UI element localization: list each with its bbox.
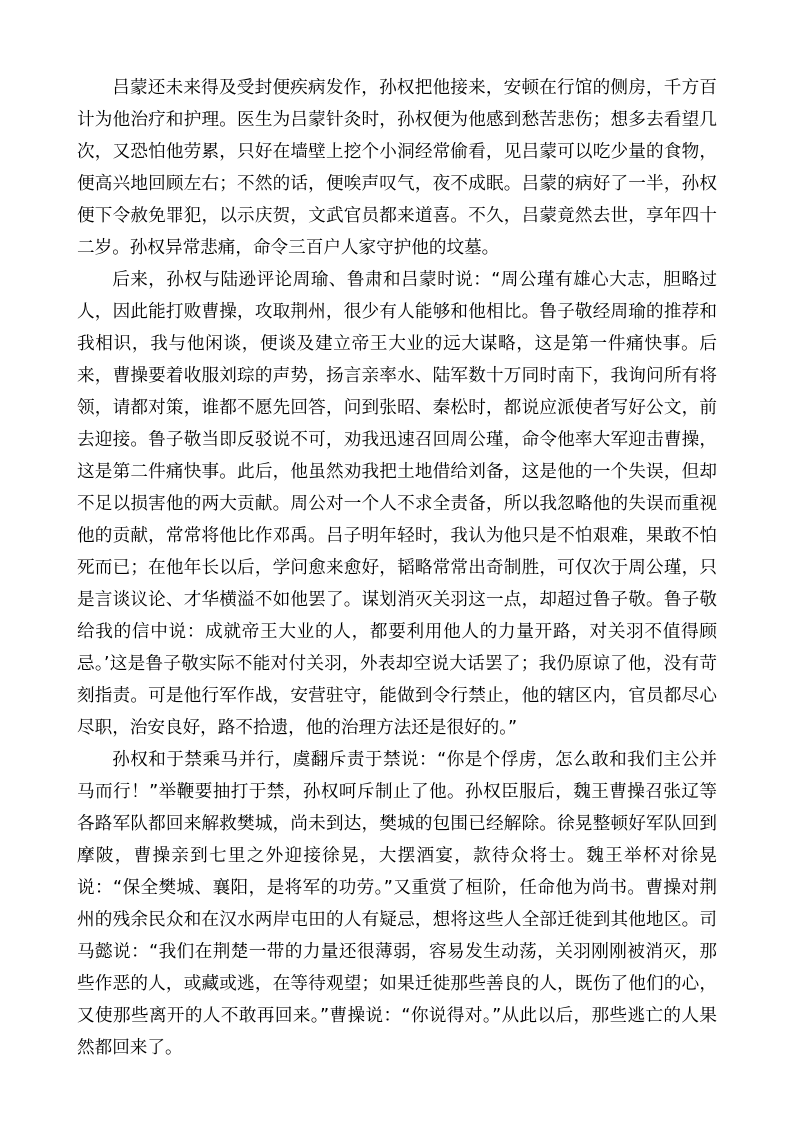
document-page bbox=[77, 72, 717, 1064]
paragraph-lu-meng-illness: 吕蒙还未来得及受封便疾病发作，孙权把他接来，安顿在行馆的侧房，千方百计为他治疗和护理。医生为吕蒙针灸时，孙权便为他感到愁苦悲伤；想多去看望几次，又恐怕他劳累，只好在墙壁上挖个小洞经常偷看，见吕蒙可以吃少量的食物，便高兴地回顾左右；不然的话，便唉声叹气，夜不成眠。吕蒙的病好了一半，孙权便下令赦免罪犯，以示庆贺，文武官员都来道喜。不久，吕蒙竟然去世，享年四十二岁。孙权异常悲痛，命令三百户人家守护他的坟墓。 bbox=[77, 78, 717, 258]
paragraph-yu-jin-and-migration: 孙权和于禁乘马并行，虞翻斥责于禁说：“你是个俘虏，怎么敢和我们主公并马而行！”举鞭要抽打于禁，孙权呵斥制止了他。孙权臣服后，魏王曹操召张辽等各路军队都回来解救樊城，尚未到达，樊城的包围已经解除。徐晃整顿好军队回到摩陂，曹操亲到七里之外迎接徐晃，大摆酒宴，款待众将士。魏王举杯对徐晃说：“保全樊城、襄阳，是将军的功劳。”又重赏了桓阶，任命他为尚书。曹操对荆州的残余民众和在汉水两岸屯田的人有疑忌，想将这些人全部迁徙到其他地区。司马懿说：“我们在荆楚一带的力量还很薄弱，容易发生动荡，关羽刚刚被消灭，那些作恶的人，或藏或逃，在等待观望；如果迁徙那些善良的人，既伤了他们的心，又使那些离开的人不敢再回来。”曹操说：“你说得对。”从此以后，那些逃亡的人果然都回来了。 bbox=[77, 750, 717, 1058]
paragraph-sun-quan-commentary: 后来，孙权与陆逊评论周瑜、鲁肃和吕蒙时说：“周公瑾有雄心大志，胆略过人，因此能打败曹操，攻取荆州，很少有人能够和他相比。鲁子敬经周瑜的推荐和我相识，我与他闲谈，便谈及建立帝王大业的远大谋略，这是第一件痛快事。后来，曹操要着收服刘琮的声势，扬言亲率水、陆军数十万同时南下，我询问所有将领，请都对策，谁都不愿先回答，问到张昭、秦松时，都说应派使者写好公文，前去迎接。鲁子敬当即反驳说不可，劝我迅速召回周公瑾，命令他率大军迎击曹操，这是第二件痛快事。此后，他虽然劝我把土地借给刘备，这是他的一个失误，但却不足以损害他的两大贡献。周公对一个人不求全责备，所以我忽略他的失误而重视他的贡献，常常将他比作邓禹。吕子明年轻时，我认为他只是不怕艰难，果敢不怕死而已；在他年长以后，学问愈来愈好，韬略常常出奇制胜，可仅次于周公瑾，只是言谈议论、才华横溢不如他罢了。谋划消灭关羽这一点，却超过鲁子敬。鲁子敬给我的信中说：成就帝王大业的人，都要利用他人的力量开路，对关羽不值得顾忌。’这是鲁子敬实际不能对付关羽，外表却空说大话罢了；我仍原谅了他，没有苛刻指责。可是他行军作战，安营驻守，能做到令行禁止，他的辖区内，官员都尽心尽职，治安良好，路不拾遗，他的治理方法还是很好的。” bbox=[77, 270, 717, 738]
